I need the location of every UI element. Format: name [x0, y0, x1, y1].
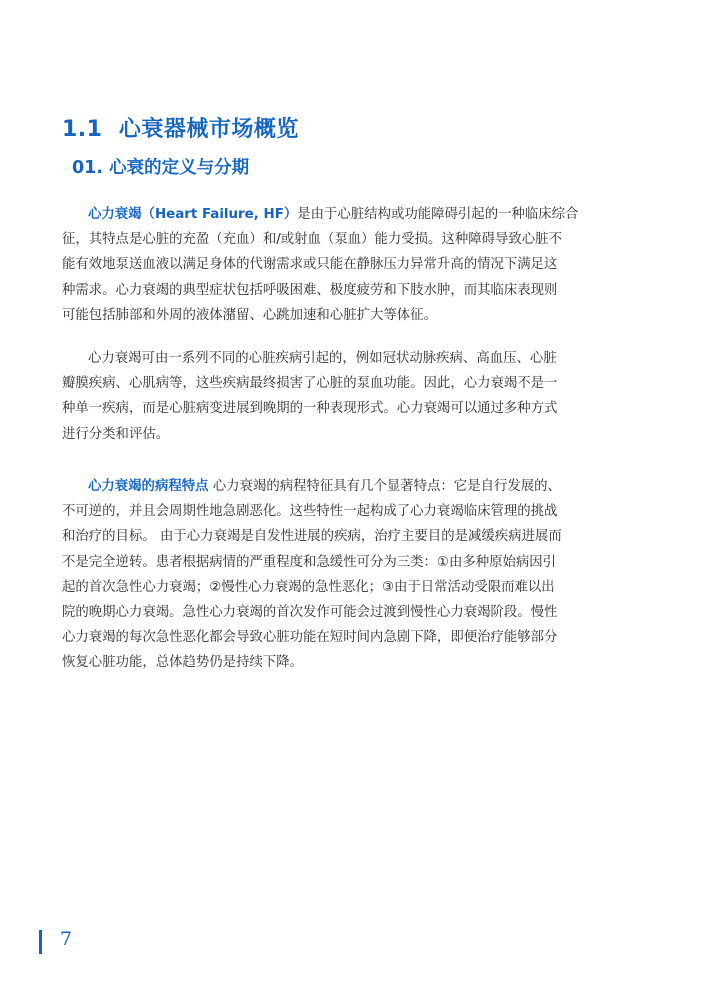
- paragraph-line: 心力衰竭可由一系列不同的心脏疾病引起的，例如冠状动脉疾病、高血压、心脏: [88, 351, 557, 366]
- paragraph-line: 不是完全逆转。患者根据病情的严重程度和急缓性可分为三类：①由多种原始病因引: [62, 554, 557, 570]
- section-heading: [62, 112, 299, 143]
- term-heart-failure: 心力衰竭（Heart Failure, HF）: [88, 207, 298, 222]
- page-number: 7: [60, 928, 73, 950]
- paragraph-line: 不可逆的，并且会周期性地急剧恶化。这些特性一起构成了心力衰竭临床管理的挑战: [62, 504, 558, 520]
- paragraph-line: 进行分类和评估。: [62, 426, 170, 442]
- paragraph-causes: [62, 346, 642, 447]
- paragraph-line: 心力衰竭的病程特点 心力衰竭的病程特征具有几个显著特点：它是自行发展的、: [88, 479, 561, 494]
- paragraph-line: 起的首次急性心力衰竭；②慢性心力衰竭的急性恶化；③由于日常活动受限而难以出: [62, 579, 555, 595]
- section-number: 1.1: [62, 117, 103, 142]
- paragraph-definition: [62, 202, 642, 328]
- paragraph-line: 种需求。心力衰竭的典型症状包括呼吸困难、极度疲劳和下肢水肿，而其临床表现则: [62, 282, 558, 298]
- paragraph-line: 种单一疾病，而是心脏病变进展到晚期的一种表现形式。心力衰竭可以通过多种方式: [62, 401, 558, 417]
- paragraph-line: 心力衰竭（Heart Failure, HF）是由于心脏结构或功能障碍引起的一种临床综合: [88, 207, 579, 222]
- footer-accent-bar: [39, 930, 42, 954]
- paragraph-line: 恢复心脏功能，总体趋势仍是持续下降。: [62, 655, 304, 671]
- subsection-heading: 01. 心衰的定义与分期: [72, 158, 250, 178]
- paragraph-line: 和治疗的目标。 由于心力衰竭是自发性进展的疾病，治疗主要目的是减缓疾病进展而: [62, 529, 562, 545]
- section-title: 心衰器械市场概览: [118, 117, 299, 142]
- term-disease-course: 心力衰竭的病程特点: [88, 479, 209, 494]
- paragraph-line: 能有效地泵送血液以满足身体的代谢需求或只能在静脉压力异常升高的情况下满足这: [62, 257, 558, 273]
- paragraph-line: 瓣膜疾病、心肌病等，这些疾病最终损害了心脏的泵血功能。因此，心力衰竭不是一: [62, 376, 558, 392]
- paragraph-line: 院的晚期心力衰竭。急性心力衰竭的首次发作可能会过渡到慢性心力衰竭阶段。慢性: [62, 605, 558, 621]
- paragraph-line: 心力衰竭的每次急性恶化都会导致心脏功能在短时间内急剧下降，即便治疗能够部分: [62, 630, 558, 646]
- paragraph-line: 可能包括肺部和外周的液体潴留、心跳加速和心脏扩大等体征。: [62, 307, 437, 323]
- paragraph-disease-course: [62, 474, 642, 676]
- paragraph-line: 征，其特点是心脏的充盈（充血）和/或射血（泵血）能力受损。这种障碍导致心脏不: [62, 232, 562, 248]
